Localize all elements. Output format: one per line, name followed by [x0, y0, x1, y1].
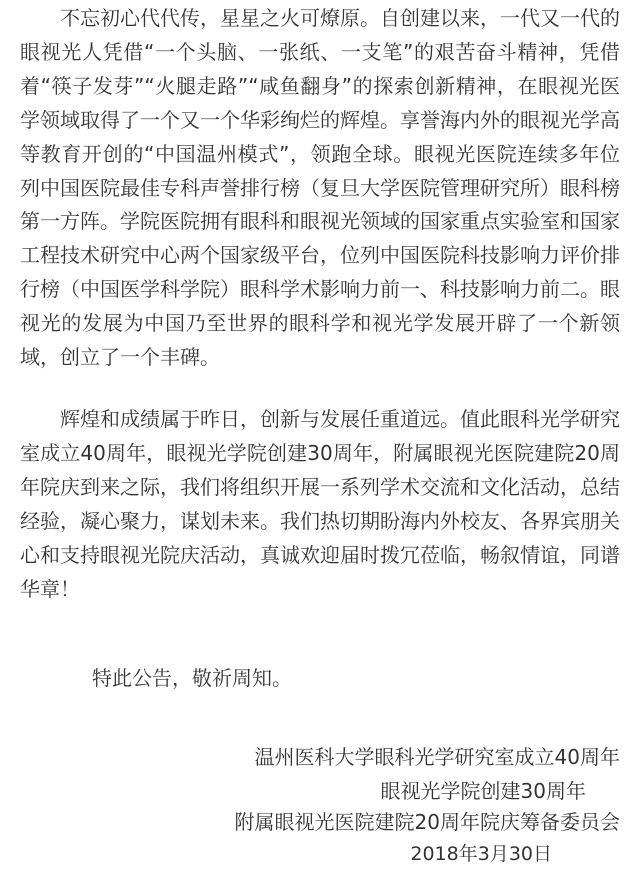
signature-line-research-lab: 温州医科大学眼科光学研究室成立40周年 [254, 745, 620, 769]
signature-line-school: 眼视光学院创建30周年 [380, 779, 586, 803]
signature-date: 2018年3月30日 [410, 843, 552, 865]
body-paragraph-history: 不忘初心代代传，星星之火可燎原。自创建以来，一代又一代的眼视光人凭借“一个头脑、一张纸、一支笔”的艰苦奋斗精神，凭借着“筷子发芽”“火腿走路”“咸鱼翻身”的探索创新精神，在眼视光医学领域取得了一个又一个华彩绚烂的辉煌。享誉海内外的眼视光学高等教育开创的“中国温州模式”，领跑全球。眼视光医院连续多年位列中国医院最佳专科声誉排行榜（复旦大学医院管理研究所）眼科榜第一方阵。学院医院拥有眼科和眼视光领域的国家重点实验室和国家工程技术研究中心两个国家级平台，位列中国医院科技影响力评价排行榜（中国医学科学院）眼科学术影响力前一、科技影响力前二。眼视光的发展为中国乃至世界的眼科学和视光学发展开辟了一个新领域，创立了一个丰碑。 [20, 6, 620, 370]
body-paragraph-anniversary: 辉煌和成绩属于昨日，创新与发展任重道远。值此眼科光学研究室成立40周年，眼视光学院创建30周年，附属眼视光医院建院20周年院庆到来之际，我们将组织开展一系列学术交流和文化活动，总结经验，凝心聚力，谋划未来。我们热切期盼海内外校友、各界宾朋关心和支持眼视光院庆活动，真诚欢迎届时拨冗莅临，畅叙情谊，同谱华章！ [20, 407, 620, 601]
notice-line: 特此公告，敬祈周知。 [92, 666, 292, 690]
signature-line-committee: 附属眼视光医院建院20周年院庆筹备委员会 [234, 810, 620, 834]
